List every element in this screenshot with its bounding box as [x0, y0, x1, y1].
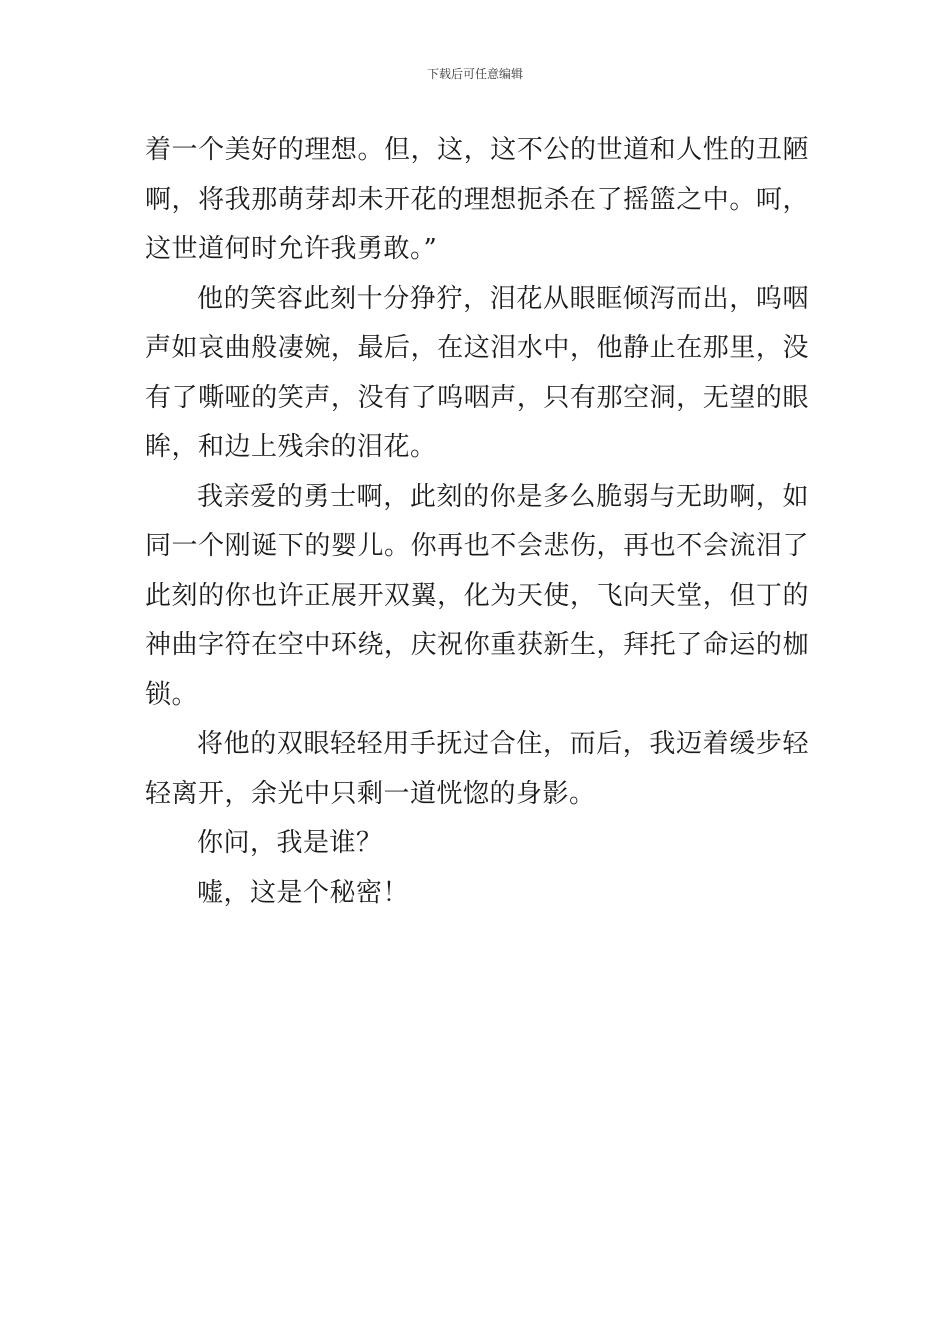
text-line: 轻离开，余光中只剩一道恍惚的身影。	[145, 778, 596, 809]
text-line: 同一个刚诞下的婴儿。你再也不会悲伤，再也不会流泪了	[145, 531, 809, 561]
text-line: 嘘，这是个秘密！	[197, 877, 410, 908]
text-line: 我亲爱的勇士啊，此刻的你是多么脆弱与无助啊，如	[197, 481, 809, 512]
text-line: 你问，我是谁？	[197, 828, 383, 858]
page-header-note: 下载后可任意编辑	[426, 67, 523, 81]
text-line: 有了嘶哑的笑声，没有了呜咽声，只有那空洞，无望的眼	[145, 382, 809, 413]
text-line: 这世道何时允许我勇敢。”	[145, 234, 438, 264]
text-line: 着一个美好的理想。但，这，这不公的世道和人性的丑陋	[145, 135, 809, 165]
text-line: 锁。	[145, 679, 199, 710]
text-line: 眸，和边上残余的泪花。	[145, 432, 437, 462]
body-text	[145, 126, 809, 918]
text-line: 神曲字符在空中环绕，庆祝你重获新生，拜托了命运的枷	[145, 630, 809, 660]
text-line: 将他的双眼轻轻用手抚过合住，而后，我迈着缓步轻	[197, 729, 809, 759]
text-line: 他的笑容此刻十分狰狞，泪花从眼眶倾泻而出，呜咽	[197, 283, 809, 314]
text-line: 此刻的你也许正展开双翼，化为天使，飞向天堂，但丁的	[145, 580, 809, 611]
text-line: 啊，将我那萌芽却未开花的理想扼杀在了摇篮之中。呵，	[145, 184, 809, 215]
text-line: 声如哀曲般凄婉，最后，在这泪水中，他静止在那里，没	[145, 333, 809, 363]
